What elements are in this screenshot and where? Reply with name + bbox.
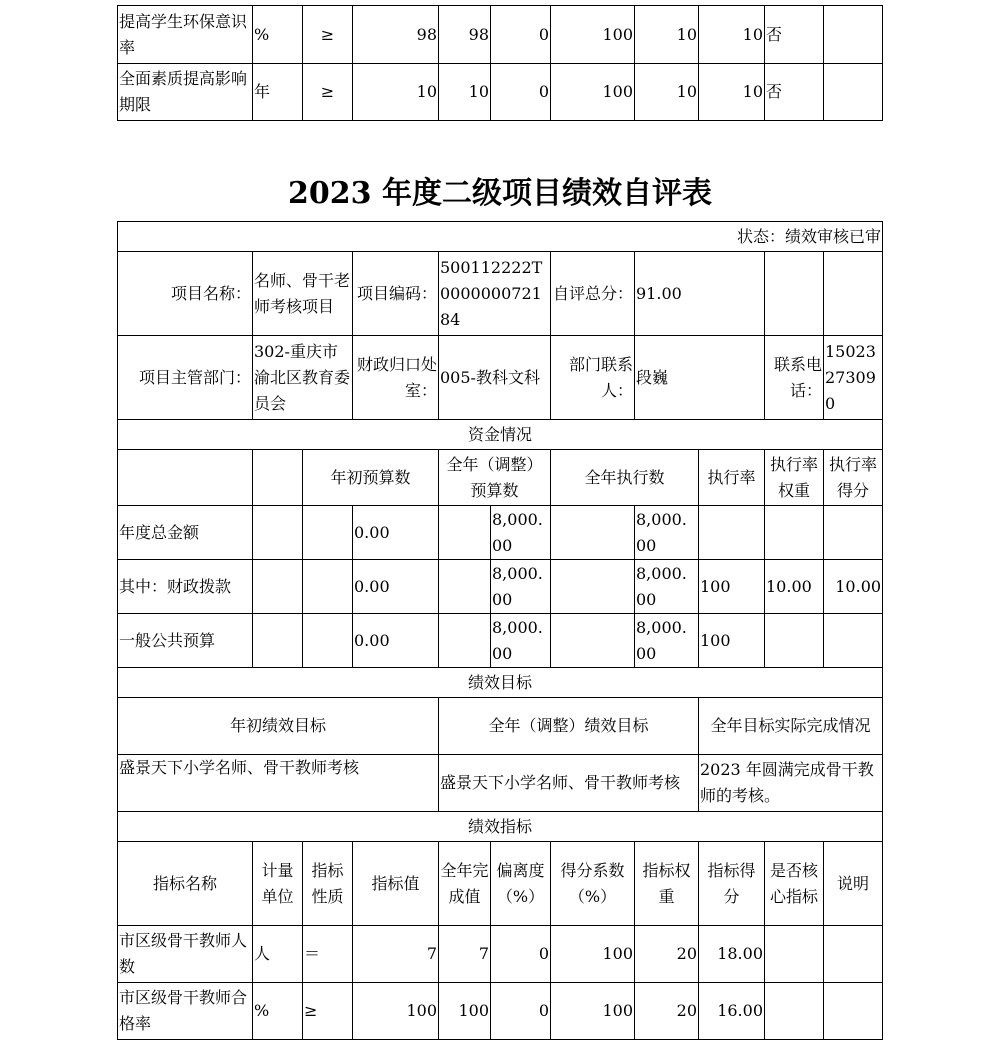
ind-header-done: 全年完成值 [439, 842, 491, 926]
contact-value: 段巍 [635, 336, 765, 420]
ind-header-name: 指标名称 [118, 842, 253, 926]
indicator-note [824, 983, 883, 1040]
indicator-core [765, 926, 824, 983]
project-code-label: 项目编码： [353, 252, 439, 336]
indicator-nature: ≥ [303, 6, 353, 64]
phone-value: 15023273090 [824, 336, 883, 420]
indicator-weight: 10 [635, 6, 699, 64]
ind-header-target: 指标值 [353, 842, 439, 926]
funds-header-score: 执行率得分 [824, 450, 883, 506]
ind-header-unit: 计量单位 [253, 842, 303, 926]
funds-adjusted: 8,000.00 [491, 614, 551, 668]
indicator-deviation: 0 [491, 64, 551, 121]
indicator-unit: % [253, 6, 303, 64]
funds-rate: 100 [699, 560, 765, 614]
indicator-unit: % [253, 983, 303, 1040]
funds-rate: 100 [699, 614, 765, 668]
indicator-coef: 100 [551, 983, 635, 1040]
indicator-name: 提高学生环保意识率 [118, 6, 253, 64]
ind-header-deviation: 偏离度（%） [491, 842, 551, 926]
office-label: 财政归口处室： [353, 336, 439, 420]
funds-weight: 10.00 [765, 560, 824, 614]
table-row [118, 926, 883, 983]
indicator-coef: 100 [551, 64, 635, 121]
evaluation-table [117, 221, 883, 1040]
indicator-done: 100 [439, 983, 491, 1040]
indicator-target: 100 [353, 983, 439, 1040]
indicator-name: 市区级骨干教师合格率 [118, 983, 253, 1040]
indicator-name: 全面素质提高影响期限 [118, 64, 253, 121]
indicator-name: 市区级骨干教师人数 [118, 926, 253, 983]
funds-section-header: 资金情况 [118, 420, 883, 450]
funds-header-initial: 年初预算数 [303, 450, 439, 506]
ind-header-score: 指标得分 [699, 842, 765, 926]
indicator-target: 7 [353, 926, 439, 983]
indicator-done: 10 [439, 64, 491, 121]
funds-weight [765, 614, 824, 668]
goals-header-adjusted: 全年（调整）绩效目标 [439, 698, 699, 755]
funds-score [824, 506, 883, 560]
table-row [118, 983, 883, 1040]
funds-header-executed: 全年执行数 [551, 450, 699, 506]
funds-row-label: 其中：财政拨款 [118, 560, 253, 614]
indicator-note [824, 64, 883, 121]
goals-adjusted-text: 盛景天下小学名师、骨干教师考核 [439, 755, 699, 812]
goals-header-initial: 年初绩效目标 [118, 698, 439, 755]
indicator-core: 否 [765, 64, 824, 121]
indicator-note [824, 926, 883, 983]
phone-label: 联系电话： [765, 336, 824, 420]
indicator-score: 10 [699, 6, 765, 64]
funds-rate [699, 506, 765, 560]
funds-header-rate: 执行率 [699, 450, 765, 506]
funds-executed: 8,000.00 [635, 560, 699, 614]
indicator-weight: 20 [635, 926, 699, 983]
indicator-core: 否 [765, 6, 824, 64]
funds-adjusted: 8,000.00 [491, 560, 551, 614]
indicator-deviation: 0 [491, 6, 551, 64]
table-row [118, 64, 883, 121]
page-title: 2023 年度二级项目绩效自评表 [288, 176, 712, 211]
project-name-label: 项目名称： [118, 252, 253, 336]
contact-label: 部门联系人： [551, 336, 635, 420]
indicator-done: 7 [439, 926, 491, 983]
indicator-nature: ≥ [303, 983, 353, 1040]
table-row [118, 6, 883, 64]
indicator-deviation: 0 [491, 926, 551, 983]
indicator-done: 98 [439, 6, 491, 64]
funds-row-label: 年度总金额 [118, 506, 253, 560]
indicator-deviation: 0 [491, 983, 551, 1040]
funds-executed: 8,000.00 [635, 506, 699, 560]
indicator-weight: 10 [635, 64, 699, 121]
funds-initial: 0.00 [353, 506, 439, 560]
funds-header-weight: 执行率权重 [765, 450, 824, 506]
status-text: 状态：绩效审核已审 [118, 222, 883, 252]
indicator-nature: ＝ [303, 926, 353, 983]
indicator-target: 98 [353, 6, 439, 64]
funds-row-label: 一般公共预算 [118, 614, 253, 668]
self-score-label: 自评总分： [551, 252, 635, 336]
goals-actual-text: 2023 年圆满完成骨干教师的考核。 [699, 755, 883, 812]
indicator-weight: 20 [635, 983, 699, 1040]
indicators-section-header: 绩效指标 [118, 812, 883, 842]
indicator-unit: 人 [253, 926, 303, 983]
ind-header-core: 是否核心指标 [765, 842, 824, 926]
indicator-core [765, 983, 824, 1040]
goals-header-actual: 全年目标实际完成情况 [699, 698, 883, 755]
indicator-coef: 100 [551, 6, 635, 64]
indicator-unit: 年 [253, 64, 303, 121]
funds-score: 10.00 [824, 560, 883, 614]
ind-header-weight: 指标权重 [635, 842, 699, 926]
indicator-score: 10 [699, 64, 765, 121]
funds-weight [765, 506, 824, 560]
project-code-value: 500112222T000000072184 [439, 252, 551, 336]
indicator-note [824, 6, 883, 64]
ind-header-coef: 得分系数（%） [551, 842, 635, 926]
funds-initial: 0.00 [353, 614, 439, 668]
project-name-value: 名师、骨干老师考核项目 [253, 252, 353, 336]
funds-header-adjusted: 全年（调整）预算数 [439, 450, 551, 506]
dept-label: 项目主管部门： [118, 336, 253, 420]
top-indicator-table [117, 5, 883, 121]
office-value: 005-教科文科 [439, 336, 551, 420]
funds-initial: 0.00 [353, 560, 439, 614]
indicator-nature: ≥ [303, 64, 353, 121]
indicator-score: 18.00 [699, 926, 765, 983]
funds-executed: 8,000.00 [635, 614, 699, 668]
ind-header-note: 说明 [824, 842, 883, 926]
indicator-coef: 100 [551, 926, 635, 983]
funds-score [824, 614, 883, 668]
dept-value: 302-重庆市渝北区教育委员会 [253, 336, 353, 420]
goals-section-header: 绩效目标 [118, 668, 883, 698]
ind-header-nature: 指标性质 [303, 842, 353, 926]
funds-adjusted: 8,000.00 [491, 506, 551, 560]
indicator-score: 16.00 [699, 983, 765, 1040]
indicator-target: 10 [353, 64, 439, 121]
goals-initial-text: 盛景天下小学名师、骨干教师考核 [118, 755, 439, 812]
self-score-value: 91.00 [635, 252, 765, 336]
